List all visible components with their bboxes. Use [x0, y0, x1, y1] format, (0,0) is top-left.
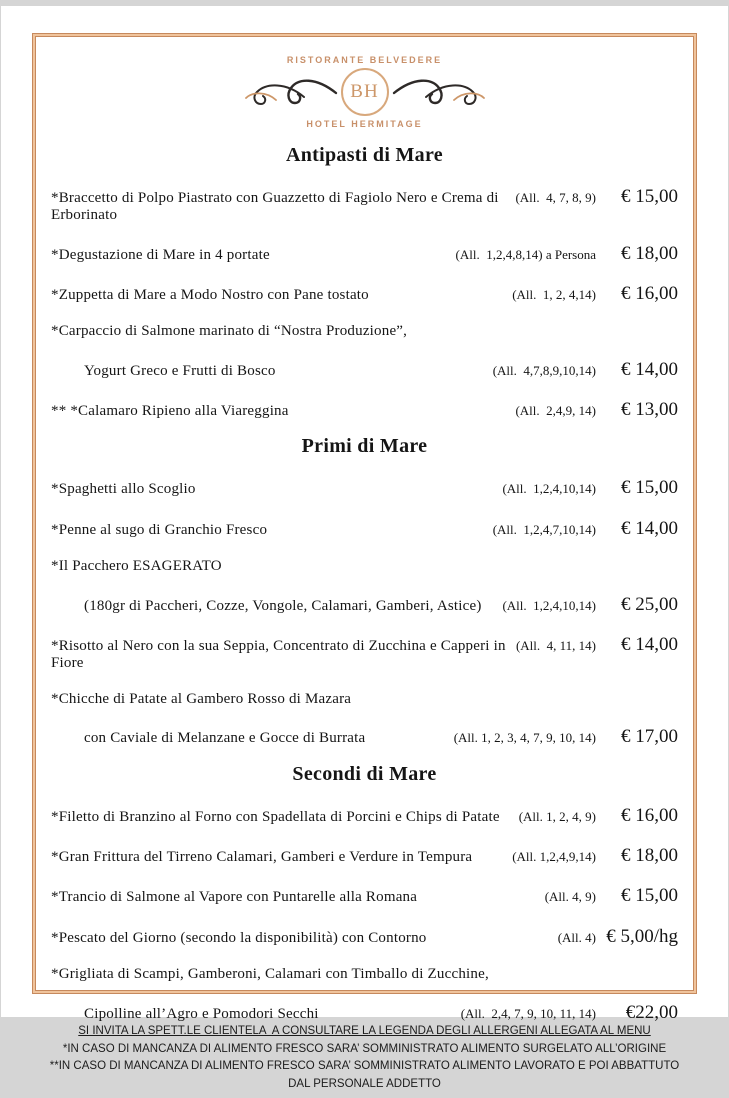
price: € 16,00 — [621, 282, 678, 304]
menu-item-row — [51, 594, 678, 615]
price: € 15,00 — [621, 477, 678, 499]
price: € 5,00/hg — [606, 925, 678, 947]
dish-name: *Braccetto di Polpo Piastrato con Guazzetto di Fagiolo Nero e Crema di Erborinato — [51, 190, 499, 223]
price: € 15,00 — [621, 186, 678, 207]
section-title: Primi di Mare — [301, 435, 428, 458]
flourish-right-icon — [392, 74, 488, 110]
price: € 14,00 — [621, 517, 678, 539]
decorative-frame — [32, 33, 697, 1091]
dish-name: *Spaghetti allo Scoglio — [51, 481, 196, 498]
allergen-note: (All. 1,2,4,7,10,14) — [492, 521, 596, 537]
menu-item-row — [51, 1002, 678, 1023]
menu-item-row — [51, 885, 678, 906]
dish-name: *Il Pacchero ESAGERATO — [51, 557, 222, 574]
menu-item-row — [51, 726, 678, 747]
menu-page — [1, 6, 728, 1091]
logo-monogram: BH — [341, 68, 389, 116]
dish-name: con Caviale di Melanzane e Gocce di Burrata — [84, 730, 366, 747]
allergen-note: (All. 4, 11, 14) — [515, 638, 596, 654]
dish-name: *Grigliata di Scampi, Gamberoni, Calamari con Timballo di Zucchine, — [51, 965, 489, 982]
dish-name: *Chicche di Patate al Gambero Rosso di Mazara — [51, 690, 352, 707]
menu-item-row — [51, 845, 678, 866]
dish-name: Yogurt Greco e Frutti di Bosco — [84, 362, 276, 379]
price: € 17,00 — [621, 726, 678, 748]
allergen-note: (All. 4) — [557, 929, 596, 945]
menu-item-row — [51, 399, 678, 420]
menu-item-row — [51, 691, 678, 708]
price: € 25,00 — [621, 593, 678, 615]
dish-name: *Carpaccio di Salmone marinato di “Nostra Produzione”, — [51, 323, 408, 340]
allergen-note: (All. 2,4, 7, 9, 10, 11, 14) — [460, 1005, 596, 1021]
logo — [49, 55, 680, 129]
logo-hotel-name: HOTEL HERMITAGE — [306, 119, 423, 129]
menu-item-row — [51, 926, 678, 947]
price: €22,00 — [625, 1001, 678, 1023]
dish-name: *Filetto di Branzino al Forno con Spadellata di Porcini e Chips di Patate — [51, 808, 500, 825]
menu-content-area — [35, 36, 694, 1091]
price: € 18,00 — [621, 242, 678, 264]
menu-item-row — [51, 634, 678, 672]
allergen-note: (All. 4, 7, 8, 9) — [515, 190, 596, 205]
price: € 13,00 — [621, 399, 678, 421]
dish-name: *Gran Frittura del Tirreno Calamari, Gamberi e Verdure in Tempura — [51, 848, 473, 865]
allergen-note: (All. 1, 2, 3, 4, 7, 9, 10, 14) — [453, 730, 596, 746]
dish-name: ** *Calamaro Ripieno alla Viareggina — [51, 403, 289, 420]
allergen-note: (All. 1,2,4,8,14) a Persona — [455, 246, 596, 262]
allergen-note: (All. 1, 2, 4, 9) — [518, 808, 596, 824]
logo-restaurant-name: RISTORANTE BELVEDERE — [286, 55, 443, 65]
menu-item-row — [51, 243, 678, 264]
dish-name: *Pescato del Giorno (secondo la disponibilità) con Contorno — [51, 929, 427, 946]
menu-item-row — [51, 805, 678, 826]
footer-note: *IN CASO DI MANCANZA DI ALIMENTO FRESCO SARA’ SOMMINISTRATO ALIMENTO SURGELATO ALL’ORIGINE — [62, 1042, 667, 1055]
price: € 16,00 — [621, 804, 678, 826]
allergen-note: (All. 1,2,4,9,14) — [512, 848, 596, 864]
allergen-note: (All. 1, 2, 4,14) — [512, 286, 596, 302]
dish-name: *Risotto al Nero con la sua Seppia, Concentrato di Zucchina e Capperi in Fiore — [51, 638, 506, 671]
menu-item-row — [51, 477, 678, 498]
menu-sections — [49, 129, 680, 1023]
allergen-note: (All. 1,2,4,10,14) — [502, 481, 596, 497]
footer-notes — [49, 1023, 683, 1098]
footer-note: SI INVITA LA SPETT.LE CLIENTELA A CONSULTARE LA LEGENDA DEGLI ALLERGENI ALLEGATA AL MENU — [78, 1024, 651, 1037]
section-title: Secondi di Mare — [292, 762, 437, 785]
menu-item-row — [51, 558, 678, 575]
menu-item-row — [51, 323, 678, 340]
dish-name: *Penne al sugo di Granchio Fresco — [51, 521, 268, 538]
allergen-note: (All. 4,7,8,9,10,14) — [492, 362, 596, 378]
menu-item-row — [51, 518, 678, 539]
logo-ornament-row — [49, 67, 680, 117]
menu-item-row — [51, 359, 678, 380]
allergen-note: (All. 4, 9) — [544, 889, 596, 905]
price: € 14,00 — [621, 634, 678, 656]
menu-item-row — [51, 966, 678, 983]
dish-name: (180gr di Paccheri, Cozze, Vongole, Calamari, Gamberi, Astice) — [84, 597, 482, 614]
menu-item-row — [51, 186, 678, 224]
price: € 15,00 — [621, 885, 678, 907]
flourish-left-icon — [242, 74, 338, 110]
price: € 14,00 — [621, 358, 678, 380]
dish-name: *Trancio di Salmone al Vapore con Puntarelle alla Romana — [51, 889, 418, 906]
allergen-note: (All. 2,4,9, 14) — [515, 403, 596, 419]
footer-note: **IN CASO DI MANCANZA DI ALIMENTO FRESCO SARA’ SOMMINISTRATO ALIMENTO LAVORATO E POI ABBATTUTO DAL PERSONALE ADDETTO — [49, 1060, 683, 1091]
dish-name: *Zuppetta di Mare a Modo Nostro con Pane tostato — [51, 286, 369, 303]
dish-name: *Degustazione di Mare in 4 portate — [51, 246, 270, 263]
price: € 18,00 — [621, 844, 678, 866]
section-title: Antipasti di Mare — [286, 144, 443, 166]
menu-item-row — [51, 283, 678, 304]
dish-name: Cipolline all’Agro e Pomodori Secchi — [84, 1005, 319, 1022]
allergen-note: (All. 1,2,4,10,14) — [502, 597, 596, 613]
